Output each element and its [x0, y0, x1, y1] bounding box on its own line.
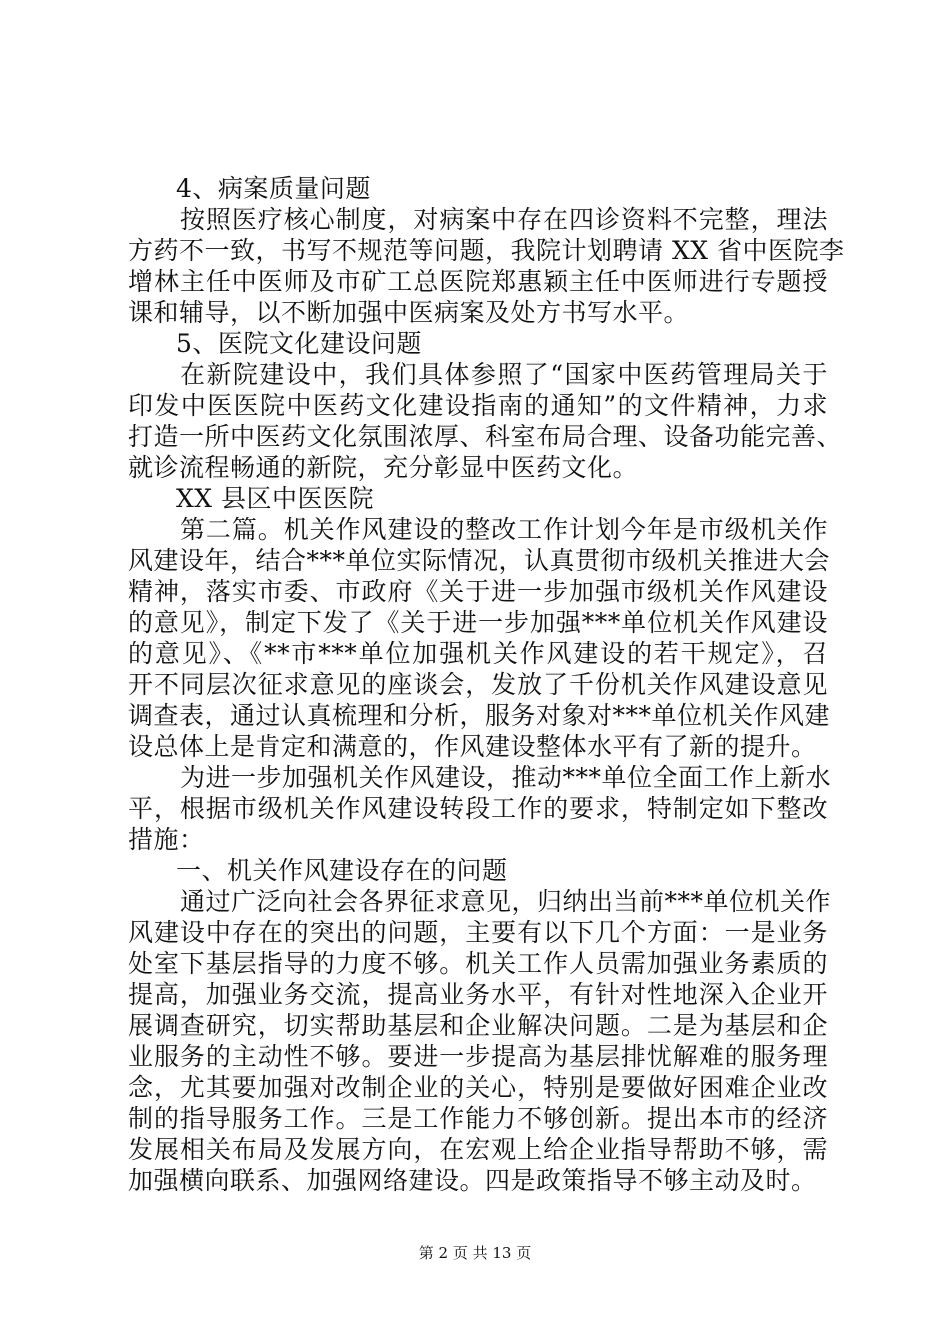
paragraph-line: 风建设中存在的突出的问题，主要有以下几个方面：一是业务 [128, 918, 828, 947]
section-heading: 4、病案质量问题 [176, 174, 371, 203]
paragraph-line: 精神，落实市委、市政府《关于进一步加强市级机关作风建设 [128, 577, 828, 606]
paragraph-line: 就诊流程畅通的新院，充分彰显中医药文化。 [128, 453, 639, 482]
paragraph-line: 设总体上是肯定和满意的，作风建设整体水平有了新的提升。 [128, 732, 817, 761]
paragraph-line: 加强横向联系、加强网络建设。四是政策指导不够主动及时。 [128, 1166, 817, 1195]
paragraph-line: 处室下基层指导的力度不够。机关工作人员需加强业务素质的 [128, 949, 828, 978]
section-heading: 一、机关作风建设存在的问题 [176, 856, 508, 885]
paragraph-line: 按照医疗核心制度，对病案中存在四诊资料不完整，理法 [180, 205, 828, 234]
paragraph-line: 的意见》，制定下发了《关于进一步加强***单位机关作风建设 [128, 608, 828, 637]
paragraph-line: 方药不一致，书写不规范等问题，我院计划聘请 XX 省中医院李 [128, 236, 845, 265]
paragraph-line: 念，尤其要加强对改制企业的关心，特别是要做好困难企业改 [128, 1073, 828, 1102]
document-body [128, 173, 845, 1196]
paragraph-line: 开不同层次征求意见的座谈会，发放了千份机关作风建设意见 [128, 670, 828, 699]
paragraph-line: 提高，加强业务交流，提高业务水平，有针对性地深入企业开 [128, 980, 828, 1009]
paragraph-line: 课和辅导，以不断加强中医病案及处方书写水平。 [128, 298, 690, 327]
page-footer: 第 2 页 共 13 页 [418, 1244, 532, 1262]
paragraph-line: 在新院建设中，我们具体参照了“国家中医药管理局关于 [180, 360, 828, 389]
paragraph-line: 展调查研究，切实帮助基层和企业解决问题。二是为基层和企 [128, 1011, 828, 1040]
paragraph-line: 打造一所中医药文化氛围浓厚、科室布局合理、设备功能完善、 [128, 422, 843, 451]
paragraph-line: 风建设年，结合***单位实际情况，认真贯彻市级机关推进大会 [128, 546, 831, 575]
paragraph-line: 的意见》、《**市***单位加强机关作风建设的若干规定》，召 [128, 639, 828, 668]
section-heading: 5、医院文化建设问题 [176, 329, 422, 358]
paragraph-line: 调查表，通过认真梳理和分析，服务对象对***单位机关作风建 [128, 701, 831, 730]
paragraph-line: 制的指导服务工作。三是工作能力不够创新。提出本市的经济 [128, 1104, 828, 1133]
paragraph-line: 发展相关布局及发展方向，在宏观上给企业指导帮助不够，需 [128, 1135, 828, 1164]
paragraph-line: 为进一步加强机关作风建设，推动***单位全面工作上新水 [180, 763, 832, 792]
paragraph-line: 措施： [128, 825, 205, 854]
paragraph-line: 印发中医医院中医药文化建设指南的通知”的文件精神，力求 [128, 391, 828, 420]
paragraph-line: 平，根据市级机关作风建设转段工作的要求，特制定如下整改 [128, 794, 828, 823]
paragraph-line: 第二篇。机关作风建设的整改工作计划今年是市级机关作 [180, 515, 828, 544]
paragraph-line: 业服务的主动性不够。要进一步提高为基层排忧解难的服务理 [128, 1042, 828, 1071]
paragraph-line: 增林主任中医师及市矿工总医院郑惠颖主任中医师进行专题授 [128, 267, 828, 296]
section-heading: XX 县区中医医院 [176, 484, 375, 513]
paragraph-line: 通过广泛向社会各界征求意见，归纳出当前***单位机关作 [180, 887, 832, 916]
